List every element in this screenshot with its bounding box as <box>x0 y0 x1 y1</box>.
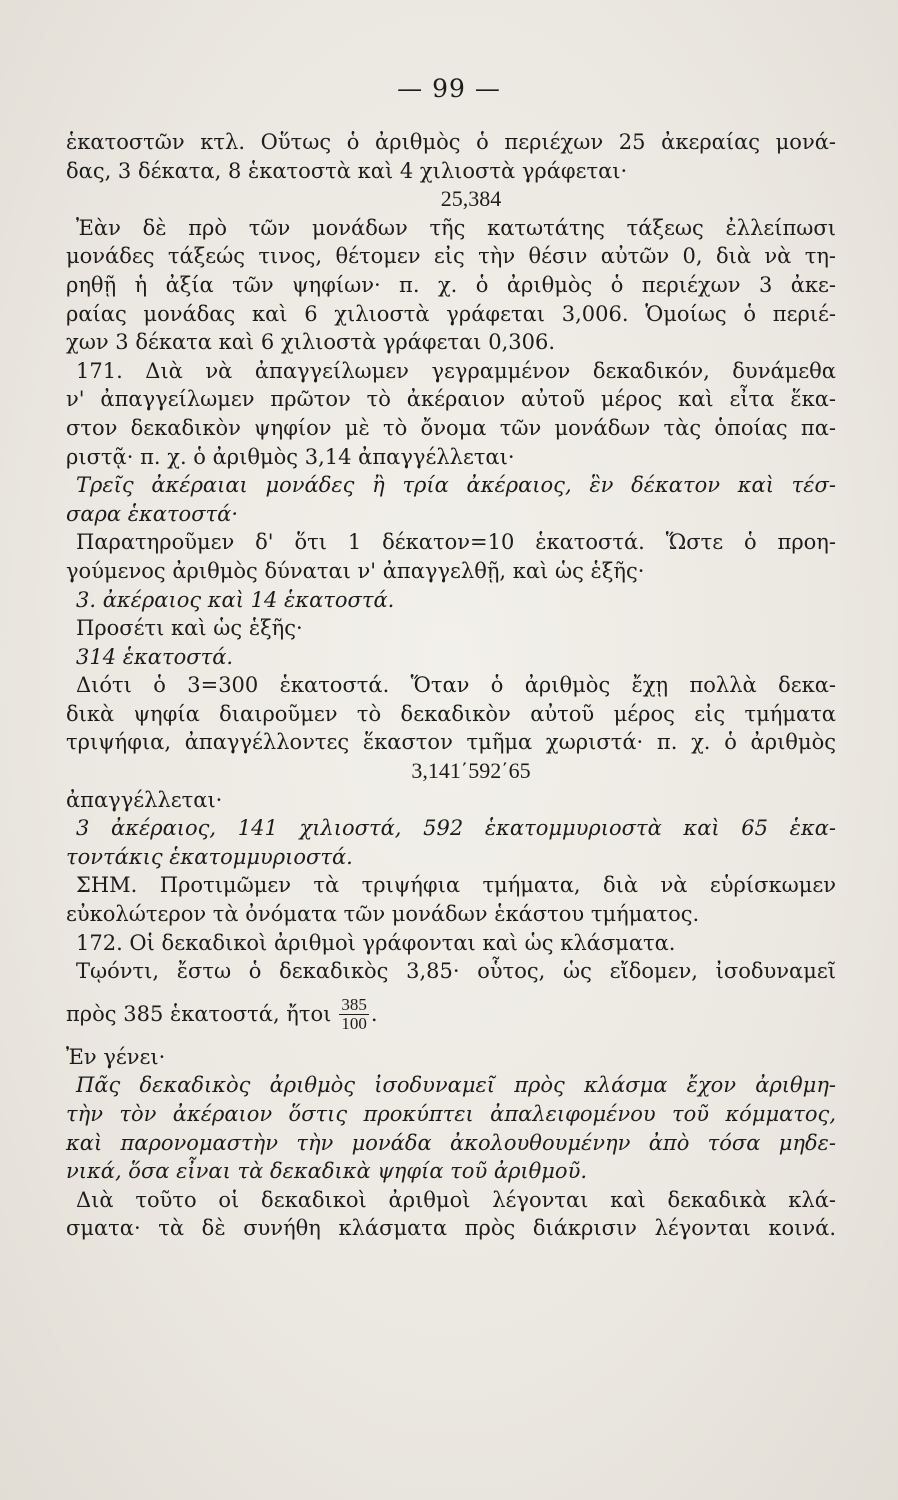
example-line: Τρεῖς ἀκέραιαι μονάδες ἢ τρία ἀκέραιος, ἓν δέκατον καὶ τέσ- <box>76 473 836 498</box>
text-line: δας, 3 δέκατα, 8 ἑκατοστὰ καὶ 4 χιλιοστὰ γράφεται· <box>66 158 628 183</box>
example-line: 3. ἀκέραιος καὶ 14 ἑκατοστά. <box>76 587 395 612</box>
fraction <box>339 996 369 1033</box>
number-example: 3,141΄592΄65 <box>411 758 531 784</box>
text-line: Παρατηροῦμεν δ' ὅτι 1 δέκατον=10 ἑκατοστά. Ὥστε ὁ προη- <box>76 530 836 555</box>
text-line: Διὰ τοῦτο οἱ δεκαδικοὶ ἀριθμοὶ λέγονται καὶ δεκαδικὰ κλά- <box>76 1187 836 1212</box>
text-line: ριστᾷ· π. χ. ὁ ἀριθμὸς 3,14 ἀπαγγέλλεται· <box>66 444 515 469</box>
page-number: — 99 — <box>397 74 501 103</box>
section-172-line: 172. Οἱ δεκαδικοὶ ἀριθμοὶ γράφονται καὶ ὡς κλάσματα. <box>76 930 676 955</box>
fraction-period: . <box>370 1002 378 1027</box>
text-line: δικὰ ψηφία διαιροῦμεν τὸ δεκαδικὸν αὐτοῦ μέρος εἰς τμήματα <box>66 701 836 726</box>
text-line: Ἐν γένει· <box>66 1044 166 1069</box>
text-line: στον δεκαδικὸν ψηφίον μὲ τὸ ὄνομα τῶν μονάδων τὰς ὁποίας πα- <box>66 415 836 440</box>
text-line: γούμενος ἀριθμὸς δύναται ν' ἀπαγγελθῇ, καὶ ὡς ἑξῆς· <box>66 558 645 583</box>
text-line: μονάδες τάξεώς τινος, θέτομεν εἰς τὴν θέσιν αὐτῶν 0, διὰ νὰ τη- <box>66 244 836 269</box>
rule-line: νικά, ὅσα εἶναι τὰ δεκαδικὰ ψηφία τοῦ ἀριθμοῦ. <box>66 1159 588 1184</box>
fraction-numerator: 385 <box>341 994 367 1014</box>
text-line: χων 3 δέκατα καὶ 6 χιλιοστὰ γράφεται 0,306. <box>66 330 555 355</box>
text-line: Διότι ὁ 3=300 ἑκατοστά. Ὅταν ὁ ἀριθμὸς ἔχῃ πολλὰ δεκα- <box>76 673 836 698</box>
text-line: πρὸς 385 ἑκατοστά, ἤτοι <box>66 1002 332 1027</box>
fraction-line <box>66 986 836 1043</box>
text-line: Ἐὰν δὲ πρὸ τῶν μονάδων τῆς κατωτάτης τάξεως ἐλλείπωσι <box>76 215 836 240</box>
text-line: ν' ἀπαγγείλωμεν πρῶτον τὸ ἀκέραιον αὐτοῦ μέρος καὶ εἶτα ἕκα- <box>66 387 836 412</box>
page-body <box>66 128 836 1243</box>
text-line: ραίας μονάδας καὶ 6 χιλιοστὰ γράφεται 3,006. Ὁμοίως ὁ περιέ- <box>66 301 836 326</box>
rule-line: τὴν τὸν ἀκέραιον ὅστις προκύπτει ἀπαλειφομένου τοῦ κόμματος, <box>66 1102 836 1126</box>
section-171-line: 171. Διὰ νὰ ἀπαγγείλωμεν γεγραμμένον δεκαδικόν, δυνάμεθα <box>76 358 836 383</box>
text-line: Προσέτι καὶ ὡς ἑξῆς· <box>76 616 303 641</box>
text-line: ρηθῇ ἡ ἀξία τῶν ψηφίων· π. χ. ὁ ἀριθμὸς ὁ περιέχων 3 ἀκε- <box>66 272 836 297</box>
fraction-denominator: 100 <box>341 1013 367 1033</box>
note-line: ΣΗΜ. Προτιμῶμεν τὰ τριψήφια τμήματα, διὰ νὰ εὑρίσκωμεν <box>76 873 836 898</box>
text-line: ἀπαγγέλλεται· <box>66 787 223 812</box>
text-line: ἑκατοστῶν κτλ. Οὕτως ὁ ἀριθμὸς ὁ περιέχων 25 ἀκεραίας μονά- <box>66 130 836 154</box>
text-line: τριψήφια, ἀπαγγέλλοντες ἕκαστον τμῆμα χωριστά· π. χ. ὁ ἀριθμὸς <box>66 730 836 755</box>
text-line: Τῳόντι, ἔστω ὁ δεκαδικὸς 3,85· οὗτος, ὡς εἴδομεν, ἰσοδυναμεῖ <box>76 959 836 984</box>
rule-line: καὶ παρονομαστὴν τὴν μονάδα ἀκολουθουμένην ἀπὸ τόσα μηδε- <box>66 1130 836 1155</box>
example-line: σαρα ἑκατοστά· <box>66 501 239 526</box>
note-line: εὐκολώτερον τὰ ὀνόματα τῶν μονάδων ἑκάστου τμήματος. <box>66 902 700 927</box>
number-example: 25,384 <box>440 186 502 212</box>
example-line: 3 ἀκέραιος, 141 χιλιοστά, 592 ἑκατομμυριοστὰ καὶ 65 ἑκα- <box>76 816 836 841</box>
rule-line: Πᾶς δεκαδικὸς ἀριθμὸς ἰσοδυναμεῖ πρὸς κλάσμα ἔχον ἀριθμη- <box>76 1073 836 1098</box>
example-line: 314 ἑκατοστά. <box>76 644 234 669</box>
text-line: σματα· τὰ δὲ συνήθη κλάσματα πρὸς διάκρισιν λέγονται κοινά. <box>66 1216 836 1241</box>
example-line: τοντάκις ἑκατομμυριοστά. <box>66 844 353 869</box>
